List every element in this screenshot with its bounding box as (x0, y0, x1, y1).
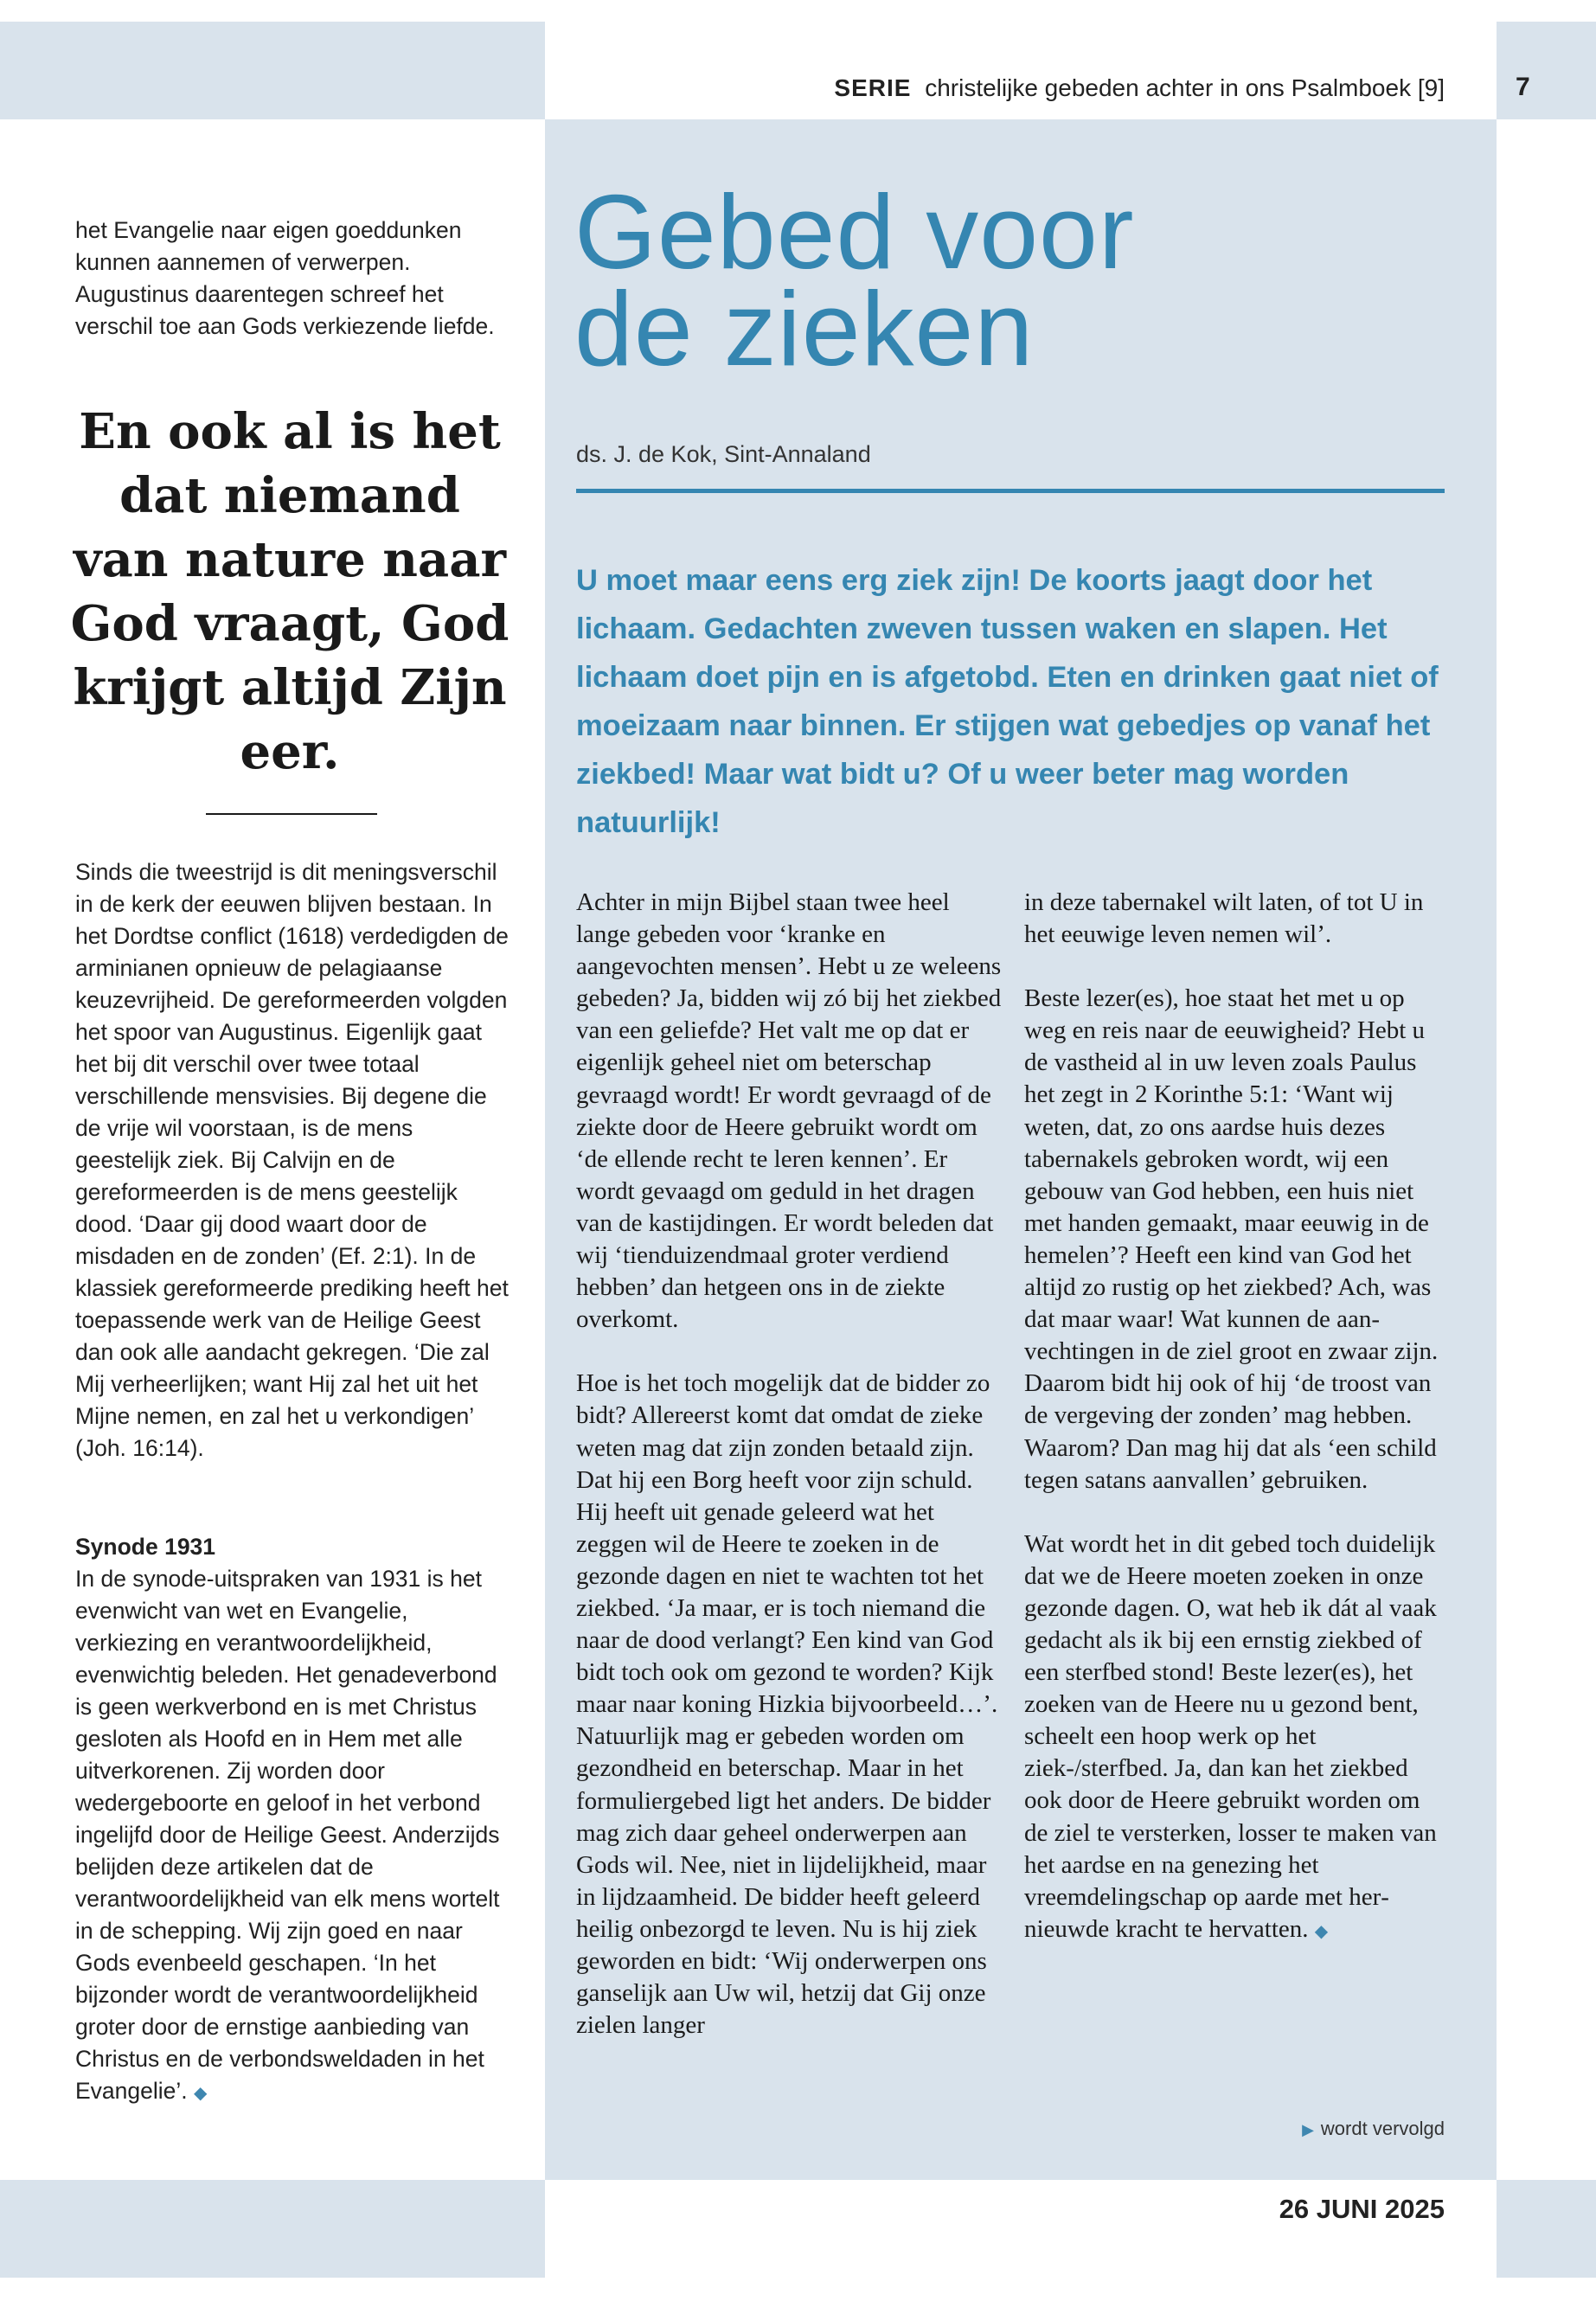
column-1-paragraph-1: Achter in mijn Bijbel staan twee heel lange gebeden voor ‘kranke en aangevochten mensen’. Hebt u ze weleens gebeden? Ja, bidden wij zó bij het ziekbed van een geliefde? Het valt me op dat er eigenlijk geheel niet om beterschap gevraagd wordt! Er wordt gevraagd of de ziekte door de Heere gebruikt wordt om ‘de ellende recht te leren kennen’. Er wordt gevaagd om geduld in het dragen van de kastijdingen. Er wordt beleden dat wij ‘tienduizendmaal groter verdiend hebben’ dan hetgeen ons in de ziekte overkomt. (576, 888, 1002, 1334)
article-title (574, 173, 1439, 388)
series-label: SERIE (834, 74, 912, 101)
page-number: 7 (1516, 73, 1530, 101)
continued-note (1298, 2118, 1445, 2140)
column-2-paragraph-2: Beste lezer(es), hoe staat het met u op weg en reis naar de eeuwigheid? Hebt u de vastheid al in uw leven zoals Paulus het zegt in 2 Korinthe 5:1: ‘Want wij weten, dat, zo ons aardse huis dezes tabernakels gebroken wordt, wij een gebouw van God hebben, een huis niet met handen gemaakt, maar eeuwig in de hemelen’? Heeft een kind van God het altijd zo rustig op het ziekbed? Ach, was dat maar waar! Wat kunnen de aanvechtingen in de ziel groot en zwaar zijn. Daarom bidt hij ook of hij ‘de troost van de vergeving der zonden’ mag hebben. Waarom? Dan mag hij dat als ‘een schild tegen satans aanvallen’ gebruiken. (1024, 984, 1439, 1494)
continued-label: wordt vervolgd (1320, 2118, 1445, 2139)
column-2-paragraph-1: in deze tabernakel wilt laten, of tot U in het eeuwige leven nemen wil’. (1024, 888, 1424, 949)
header-band-right (1497, 22, 1596, 119)
left-synode-section (75, 1531, 512, 2110)
article-end-mark-icon: ◆ (1314, 1921, 1329, 1941)
column-1-paragraph-2: Hoe is het toch mogelijk dat de bidder zo bidt? Allereerst komt dat omdat de zieke weten mag dat zijn zonden betaald zijn. Dat hij een Borg heeft voor zijn schuld. Hij heeft uit genade geleerd wat het zeggen wil de Heere te zoeken in de gezonde dagen en niet te wachten tot het ziekbed. ‘Ja maar, er is toch niemand die naar de dood verlangt? Een kind van God bidt toch ook om gezond te worden? Kijk maar naar koning Hizkia bijvoorbeeld…’. Natuurlijk mag er gebeden worden om gezondheid en beterschap. Maar in het formuliergebed ligt het anders. De bidder mag zich daar geheel onderwerpen aan Gods wil. Nee, niet in lijdelijkheid, maar in lijdzaamheid. De bidder heeft geleerd heilig onbezorgd te leven. Nu is hij ziek geworden en bidt: ‘Wij onderwerpen ons ganselijk aan Uw wil, hetzij dat Gij onze zielen langer (576, 1369, 998, 2040)
synode-text (75, 1563, 512, 2110)
column-2-paragraph-3 (1024, 1529, 1448, 1948)
article-author: ds. J. de Kok, Sint-Annaland (576, 441, 871, 467)
title-divider (576, 489, 1445, 493)
left-intro-text: het Evangelie naar eigen goeddunken kunnen aannemen of verwerpen. Augustinus daarentegen schreef het verschil toe aan Gods verkiezende liefde. (75, 217, 495, 339)
footer-band-left (0, 2180, 545, 2278)
pull-quote: En ook al is het dat niemand van nature naar God vraagt, God krijgt altijd Zijn eer. (70, 403, 510, 780)
end-mark-icon: ◆ (194, 2084, 208, 2103)
footer-band-right (1497, 2180, 1596, 2278)
article-column-2 (1024, 887, 1448, 1948)
lead-text: U moet maar eens erg ziek zijn! De koorts jaagt door het lichaam. Gedachten zweven tussen waken en slapen. Het lichaam doet pijn en is afgetobd. Eten en drinken gaat niet of moeizaam naar binnen. Er stijgen wat gebedjes op vanaf het ziekbed! Maar wat bidt u? Of u weer beter mag worden natuurlijk! (576, 564, 1439, 839)
left-body-text: Sinds die tweestrijd is dit meningsverschil in de kerk der eeuwen blijven bestaan. In het Dordtse conflict (1618) verdedigden de arminianen opnieuw de pelagiaanse keuzevrijheid. De gereformeerden volgden het spoor van Augustinus. Eigenlijk gaat het bij dit verschil over twee totaal verschillende mensvisies. Bij degene die de vrije wil voorstaan, is de mens geestelijk ziek. Bij Calvijn en de gereformeerden is de mens geestelijk dood. ‘Daar gij dood waart door de misdaden en de zonden’ (Ef. 2:1). In de klassiek gereformeerde prediking heeft het toepassende werk van de Heilige Geest dan ook alle aandacht gekregen. ‘Die zal Mij verheerlijken; want Hij zal het uit het Mijne nemen, en zal het u verkondigen’ (Joh. 16:14). (75, 859, 509, 1461)
section-subhead: Synode 1931 (75, 1534, 216, 1560)
left-intro (75, 215, 512, 343)
play-triangle-icon: ▶ (1302, 2121, 1314, 2138)
title-line-2: de zieken (574, 270, 1035, 388)
title-line-1: Gebed voor (574, 173, 1135, 291)
synode-paragraph: In de synode-uitspraken van 1931 is het evenwicht van wet en Evangelie, verkiezing en verantwoordelijkheid, evenwichtig beleden. Het genadeverbond is geen werkverbond en is met Christus gesloten als Hoofd en in Hem met alle uitverkorenen. Zij worden door wedergeboorte en geloof in het verbond ingelijfd door de Heilige Geest. Anderzijds belijden deze artikelen dat de verantwoordelijkheid van elk mens wortelt in de schepping. Wij zijn goed en naar Gods evenbeeld geschapen. ‘In het bijzonder wordt de verantwoordelijkheid groter door de ernstige aanbieding van Christus en de verbondsweldaden in het Evangelie’. (75, 1566, 500, 2104)
column-2-paragraph-3-text: Wat wordt het in dit gebed toch duidelijk dat we de Heere moeten zoeken in onze gezonde dagen. O, wat heb ik dát al vaak gedacht als ik bij een ernstig ziekbed of een sterfbed stond! Beste lezer(es), het zoeken van de Heere nu u gezond bent, scheelt een hoop werk op het ziek-/sterfbed. Ja, dan kan het ziekbed ook door de Heere gebruikt worden om de ziel te versterken, losser te maken van het aardse en na genezing het vreemdelingschap op aarde met hernieuwde kracht te hervatten. (1024, 1529, 1437, 1943)
running-header (0, 74, 1445, 102)
header-band-left (0, 22, 545, 119)
left-body (75, 856, 512, 1465)
pull-quote-divider (206, 813, 377, 815)
article-lead (576, 556, 1450, 847)
article-column-1 (576, 887, 1009, 2041)
issue-date: 26 JUNI 2025 (1279, 2194, 1445, 2224)
series-title: christelijke gebeden achter in ons Psalmboek [9] (925, 74, 1445, 101)
